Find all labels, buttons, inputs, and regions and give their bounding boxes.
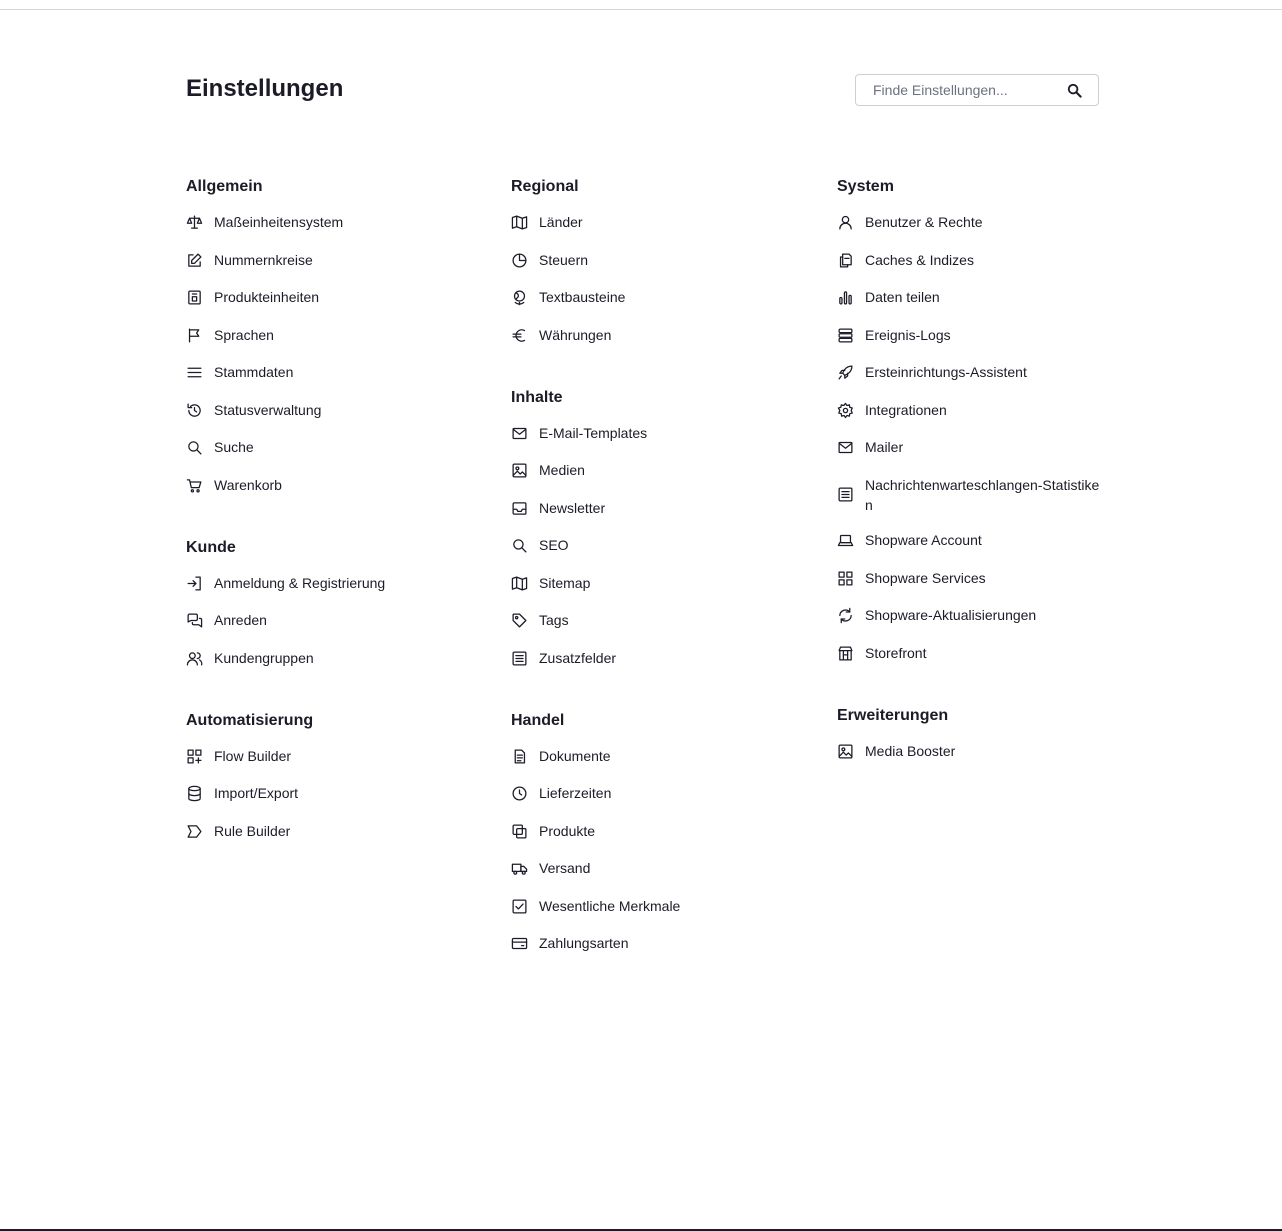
- settings-item-label: Mailer: [865, 439, 904, 455]
- refresh-icon: [837, 607, 854, 624]
- group-handel: [511, 710, 776, 956]
- laptop-icon: [837, 532, 854, 549]
- settings-item-dokumente[interactable]: [511, 746, 776, 768]
- settings-item-label: Warenkorb: [214, 476, 282, 493]
- group-erweiterungen: [837, 705, 1102, 763]
- settings-item-ereignis-logs[interactable]: [837, 325, 1102, 347]
- group-title-erweiterungen: Erweiterungen: [837, 706, 949, 724]
- settings-item-label: Shopware Account: [865, 532, 982, 548]
- settings-item-label: Suche: [214, 439, 254, 455]
- settings-item-label: Rule Builder: [214, 822, 291, 839]
- inbox-icon: [511, 500, 528, 517]
- group-title-handel: Handel: [511, 711, 565, 729]
- group-allgemein: [186, 176, 451, 497]
- settings-item-sprachen[interactable]: [186, 325, 451, 347]
- settings-item-label: Ersteinrichtungs-Assistent: [865, 364, 1027, 380]
- group-inhalte: [511, 387, 776, 670]
- settings-item-lieferzeiten[interactable]: [511, 783, 776, 805]
- rocket-icon: [837, 364, 854, 381]
- image-icon: [837, 743, 854, 760]
- bar-chart-icon: [837, 289, 854, 306]
- envelope-icon: [837, 439, 854, 456]
- settings-item-nummernkreise[interactable]: [186, 250, 451, 272]
- users-icon: [186, 650, 203, 667]
- settings-item-label: Import/Export: [214, 785, 299, 801]
- settings-item-anmeldung-and-registrierung[interactable]: [186, 573, 451, 595]
- settings-item-warenkorb[interactable]: [186, 475, 451, 497]
- settings-item-label: Integrationen: [865, 401, 947, 418]
- settings-item-statusverwaltung[interactable]: [186, 400, 451, 422]
- settings-item-label: Media Booster: [865, 742, 956, 759]
- settings-item-laender[interactable]: [511, 212, 776, 234]
- settings-item-mailer[interactable]: [837, 437, 1102, 459]
- settings-item-shopware-aktualisierungen[interactable]: [837, 605, 1102, 627]
- search-icon[interactable]: [1060, 76, 1088, 104]
- settings-item-label: Textbausteine: [539, 289, 626, 305]
- settings-item-wesentliche-merkmale[interactable]: [511, 896, 776, 918]
- settings-item-label: Nachrichtenwarteschlangen-Statistiken: [865, 476, 1100, 513]
- tag-icon: [511, 612, 528, 629]
- settings-item-label: E-Mail-Templates: [539, 424, 648, 441]
- settings-item-produkte[interactable]: [511, 821, 776, 843]
- files-icon: [837, 252, 854, 269]
- product-unit-icon: [186, 289, 203, 306]
- settings-item-steuern[interactable]: [511, 250, 776, 272]
- settings-item-label: Maßeinheitensystem: [214, 214, 344, 230]
- settings-item-label: Zahlungsarten: [539, 935, 629, 951]
- settings-item-nachrichtenwarteschlangen-statistiken[interactable]: [837, 475, 1102, 515]
- settings-item-ersteinrichtungs-assistent[interactable]: [837, 362, 1102, 384]
- settings-item-label: Sitemap: [539, 574, 591, 591]
- settings-item-shopware-account[interactable]: [837, 530, 1102, 552]
- group-title-automatisierung: Automatisierung: [186, 711, 314, 729]
- settings-item-integrationen[interactable]: [837, 400, 1102, 422]
- settings-item-zusatzfelder[interactable]: [511, 648, 776, 670]
- settings-item-label: Kundengruppen: [214, 649, 314, 666]
- settings-item-label: Zusatzfelder: [539, 649, 617, 666]
- euro-icon: [511, 327, 528, 344]
- settings-item-storefront[interactable]: [837, 643, 1102, 665]
- settings-item-anreden[interactable]: [186, 610, 451, 632]
- settings-item-label: Dokumente: [539, 747, 611, 764]
- settings-item-newsletter[interactable]: [511, 498, 776, 520]
- group-title-regional: Regional: [511, 178, 579, 195]
- server-icon: [837, 327, 854, 344]
- flow-icon: [186, 748, 203, 765]
- settings-item-label: Shopware Services: [865, 569, 986, 586]
- credit-card-icon: [511, 935, 528, 952]
- settings-item-seo[interactable]: [511, 535, 776, 557]
- search-input[interactable]: [871, 75, 1060, 105]
- rule-icon: [186, 823, 203, 840]
- settings-item-label: Lieferzeiten: [539, 785, 612, 801]
- flag-icon: [186, 327, 203, 344]
- settings-item-label: Newsletter: [539, 499, 606, 516]
- search-icon: [511, 537, 528, 554]
- globe-icon: [511, 289, 528, 306]
- settings-item-label: Benutzer & Rechte: [865, 214, 983, 230]
- settings-item-label: Stammdaten: [214, 364, 294, 380]
- map-icon: [511, 575, 528, 592]
- settings-item-label: SEO: [539, 537, 569, 553]
- settings-item-caches-and-indizes[interactable]: [837, 250, 1102, 272]
- page-title: Einstellungen: [186, 75, 344, 102]
- group-kunde: [186, 537, 451, 670]
- history-icon: [186, 402, 203, 419]
- settings-item-label: Produkte: [539, 822, 596, 839]
- settings-item-stammdaten[interactable]: [186, 362, 451, 384]
- settings-item-versand[interactable]: [511, 858, 776, 880]
- settings-item-produkteinheiten[interactable]: [186, 287, 451, 309]
- settings-column-2: [511, 176, 776, 995]
- settings-item-e-mail-templates[interactable]: [511, 423, 776, 445]
- settings-item-waehrungen[interactable]: [511, 325, 776, 347]
- settings-item-shopware-services[interactable]: [837, 568, 1102, 590]
- grid-icon: [837, 570, 854, 587]
- group-automatisierung: [186, 710, 451, 843]
- search-icon: [186, 439, 203, 456]
- list-box-icon: [511, 650, 528, 667]
- settings-item-label: Länder: [539, 214, 583, 230]
- settings-item-label: Ereignis-Logs: [865, 326, 951, 343]
- settings-item-label: Daten teilen: [865, 289, 940, 305]
- list-icon: [186, 364, 203, 381]
- settings-item-label: Caches & Indizes: [865, 251, 974, 268]
- storefront-icon: [837, 645, 854, 662]
- settings-item-label: Tags: [539, 612, 569, 628]
- settings-item-flow-builder[interactable]: [186, 746, 451, 768]
- map-icon: [511, 214, 528, 231]
- group-title-kunde: Kunde: [186, 538, 236, 556]
- settings-item-textbausteine[interactable]: [511, 287, 776, 309]
- settings-item-medien[interactable]: [511, 460, 776, 482]
- group-system: [837, 176, 1102, 665]
- scale-icon: [186, 214, 203, 231]
- settings-item-tags[interactable]: [511, 610, 776, 632]
- database-icon: [186, 785, 203, 802]
- settings-column-3: [837, 176, 1102, 803]
- document-icon: [511, 748, 528, 765]
- chat-icon: [186, 612, 203, 629]
- settings-item-label: Anmeldung & Registrierung: [214, 574, 386, 591]
- user-icon: [837, 214, 854, 231]
- settings-item-label: Produkteinheiten: [214, 289, 320, 305]
- image-icon: [511, 462, 528, 479]
- settings-item-label: Versand: [539, 860, 591, 876]
- group-regional: [511, 176, 776, 347]
- truck-icon: [511, 860, 528, 877]
- group-title-allgemein: Allgemein: [186, 178, 263, 195]
- settings-item-import-export[interactable]: [186, 783, 451, 805]
- clock-icon: [511, 785, 528, 802]
- sign-in-icon: [186, 575, 203, 592]
- settings-item-sitemap[interactable]: [511, 573, 776, 595]
- settings-item-label: Sprachen: [214, 326, 274, 343]
- top-bar: [0, 0, 1282, 10]
- settings-item-label: Flow Builder: [214, 747, 292, 764]
- settings-item-label: Währungen: [539, 326, 612, 343]
- settings-item-label: Storefront: [865, 644, 927, 661]
- group-title-system: System: [837, 178, 894, 195]
- checkbox-icon: [511, 898, 528, 915]
- settings-item-label: Anreden: [214, 612, 267, 628]
- settings-item-zahlungsarten[interactable]: [511, 933, 776, 955]
- settings-item-kundengruppen[interactable]: [186, 648, 451, 670]
- cart-icon: [186, 477, 203, 494]
- settings-item-daten-teilen[interactable]: [837, 287, 1102, 309]
- settings-item-label: Nummernkreise: [214, 251, 313, 268]
- products-icon: [511, 823, 528, 840]
- settings-item-label: Shopware-Aktualisierungen: [865, 607, 1037, 623]
- settings-item-media-booster[interactable]: [837, 741, 1102, 763]
- settings-item-label: Statusverwaltung: [214, 401, 322, 418]
- settings-item-label: Medien: [539, 462, 585, 478]
- settings-column-1: [186, 176, 451, 883]
- settings-item-label: Wesentliche Merkmale: [539, 897, 681, 914]
- settings-item-suche[interactable]: [186, 437, 451, 459]
- envelope-icon: [511, 425, 528, 442]
- settings-item-label: Steuern: [539, 251, 589, 268]
- edit-icon: [186, 252, 203, 269]
- settings-search: [855, 74, 1099, 106]
- pie-chart-icon: [511, 252, 528, 269]
- list-box-icon: [837, 486, 854, 503]
- settings-item-rule-builder[interactable]: [186, 821, 451, 843]
- settings-item-benutzer-and-rechte[interactable]: [837, 212, 1102, 234]
- gear-icon: [837, 402, 854, 419]
- group-title-inhalte: Inhalte: [511, 388, 563, 406]
- settings-item-masseinheitensystem[interactable]: [186, 212, 451, 234]
